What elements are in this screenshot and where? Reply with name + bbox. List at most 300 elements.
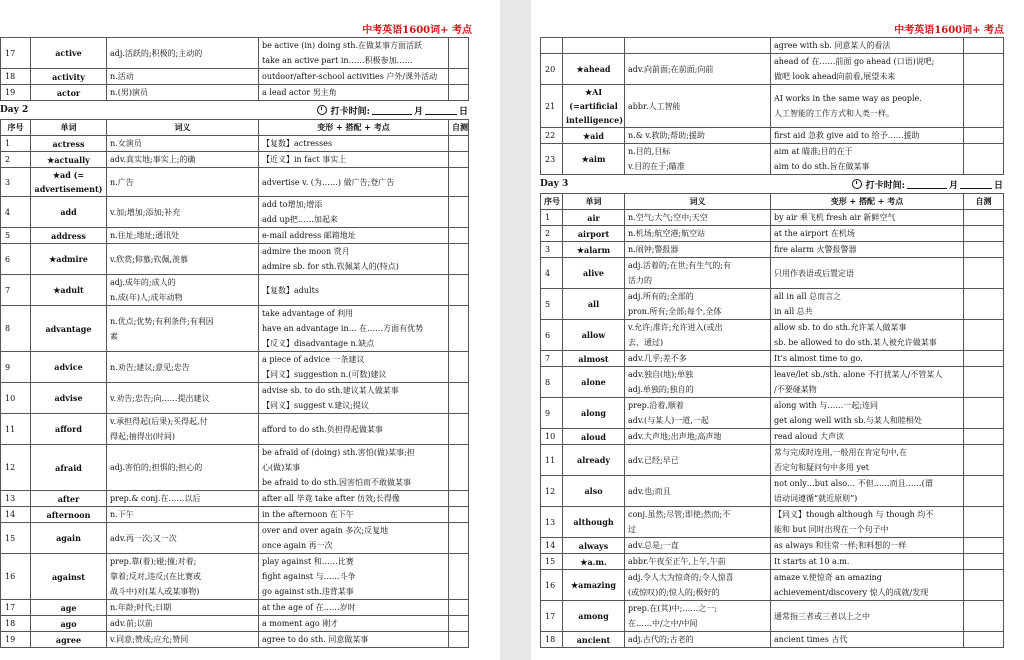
table-row bbox=[541, 632, 1004, 648]
usage-cell bbox=[771, 476, 964, 507]
word-cell: actress bbox=[31, 136, 107, 152]
usage-cell bbox=[259, 69, 449, 85]
table-row bbox=[1, 600, 469, 616]
word-cell: afford bbox=[31, 414, 107, 445]
row-number: 12 bbox=[1, 445, 31, 491]
self-test-cell[interactable] bbox=[449, 85, 469, 101]
usage-cell bbox=[259, 414, 449, 445]
table-row bbox=[1, 69, 469, 85]
table-row bbox=[1, 352, 469, 383]
usage-line: a lead actor 男主角 bbox=[262, 88, 337, 97]
word-cell: among bbox=[563, 601, 625, 632]
usage-cell bbox=[771, 538, 964, 554]
meaning-line: prep.在(其)中;……之一; bbox=[628, 604, 717, 613]
usage-line: once again 再一次 bbox=[262, 541, 333, 550]
meaning-cell bbox=[107, 69, 259, 85]
usage-line: 常与完成时连用,一般用在肯定句中,在 bbox=[774, 448, 908, 457]
usage-cell bbox=[771, 398, 964, 429]
meaning-cell bbox=[107, 414, 259, 445]
self-test-cell[interactable] bbox=[449, 491, 469, 507]
meaning-line: n.机场;航空港;航空站 bbox=[628, 229, 706, 238]
word-cell: ★adult bbox=[31, 275, 107, 306]
meaning-cell bbox=[107, 491, 259, 507]
row-number: 22 bbox=[541, 128, 563, 144]
meaning-line: n.成(年)人;成年动物 bbox=[110, 293, 183, 302]
word-cell: actor bbox=[31, 85, 107, 101]
word-cell: already bbox=[563, 445, 625, 476]
meaning-cell bbox=[107, 85, 259, 101]
self-test-cell[interactable] bbox=[449, 197, 469, 228]
meaning-line: n.优点;优势;有利条件;有利因 bbox=[110, 316, 214, 326]
self-test-cell[interactable] bbox=[964, 367, 1004, 398]
self-test-cell[interactable] bbox=[964, 601, 1004, 632]
meaning-line: 靠着;反对,违反;(在比赛或 bbox=[110, 572, 202, 581]
meaning-line: prep.& conj.在……以后 bbox=[110, 494, 201, 503]
row-number: 2 bbox=[541, 226, 563, 242]
self-test-cell[interactable] bbox=[964, 476, 1004, 507]
row-number: 1 bbox=[1, 136, 31, 152]
table-row bbox=[541, 538, 1004, 554]
word-cell: agree bbox=[31, 632, 107, 648]
usage-line: in the afternoon 在下午 bbox=[262, 510, 354, 519]
column-header: 序号 bbox=[541, 194, 563, 210]
meaning-cell bbox=[625, 320, 771, 351]
usage-line: 【同义】suggestion n.(可数)建议 bbox=[262, 370, 387, 379]
usage-cell bbox=[259, 168, 449, 197]
row-number: 20 bbox=[541, 54, 563, 85]
self-test-cell[interactable] bbox=[449, 152, 469, 168]
table-right-day3 bbox=[540, 193, 1004, 648]
self-test-cell[interactable] bbox=[449, 69, 469, 85]
checkin-day: 日 bbox=[458, 106, 468, 117]
self-test-cell[interactable] bbox=[964, 429, 1004, 445]
usage-line: 只用作表语或后置定语 bbox=[774, 268, 854, 278]
table-row bbox=[541, 320, 1004, 351]
usage-cell bbox=[259, 275, 449, 306]
row-number: 5 bbox=[1, 228, 31, 244]
usage-line: add up把……加起来 bbox=[262, 215, 338, 224]
table-row bbox=[1, 632, 469, 648]
self-test-cell[interactable] bbox=[964, 445, 1004, 476]
day3-label: Day 3 bbox=[540, 179, 569, 189]
word-cell: along bbox=[563, 398, 625, 429]
day2-checkin bbox=[317, 104, 468, 117]
usage-line: leave/let sb./sth. alone 不打扰某人/不管某人 bbox=[774, 370, 943, 379]
usage-line: 通常指三者或三者以上之中 bbox=[774, 611, 870, 621]
self-test-cell[interactable] bbox=[964, 210, 1004, 226]
meaning-line: n.目的,目标 bbox=[628, 147, 671, 156]
self-test-cell[interactable] bbox=[964, 144, 1004, 175]
meaning-cell bbox=[625, 242, 771, 258]
self-test-cell[interactable] bbox=[964, 38, 1004, 54]
usage-cell bbox=[771, 320, 964, 351]
self-test-cell[interactable] bbox=[964, 320, 1004, 351]
meaning-cell bbox=[625, 258, 771, 289]
usage-line: afford to do sth.负担得起做某事 bbox=[262, 424, 383, 434]
table-row bbox=[1, 554, 469, 600]
self-test-cell[interactable] bbox=[964, 85, 1004, 128]
word-cell: against bbox=[31, 554, 107, 600]
usage-line: be afraid to do sth.因害怕而不敢做某事 bbox=[262, 478, 412, 487]
usage-line: at the age of 在……岁时 bbox=[262, 603, 356, 612]
meaning-cell bbox=[107, 352, 259, 383]
meaning-cell bbox=[625, 128, 771, 144]
word-cell: air bbox=[563, 210, 625, 226]
self-test-cell[interactable] bbox=[449, 228, 469, 244]
meaning-line: 素 bbox=[110, 331, 118, 341]
usage-line: 否定句和疑问句中多用 yet bbox=[774, 463, 870, 472]
day-blank[interactable] bbox=[425, 105, 457, 115]
meaning-cell bbox=[107, 228, 259, 244]
usage-line: 做吧 look ahead向前看,展望未来 bbox=[774, 72, 896, 81]
page-left-content bbox=[0, 37, 468, 648]
self-test-cell[interactable] bbox=[449, 38, 469, 69]
word-cell: address bbox=[31, 228, 107, 244]
usage-line: 【反义】disadvantage n.缺点 bbox=[262, 339, 375, 348]
self-test-cell[interactable] bbox=[449, 507, 469, 523]
table-row bbox=[541, 144, 1004, 175]
header-title-right: 中考英语1600词+ 考点 bbox=[894, 25, 1004, 36]
usage-cell bbox=[771, 445, 964, 476]
word-cell: ★ad (= advertisement) bbox=[31, 168, 107, 197]
usage-cell bbox=[771, 258, 964, 289]
self-test-cell[interactable] bbox=[449, 632, 469, 648]
usage-cell bbox=[259, 352, 449, 383]
usage-cell bbox=[771, 289, 964, 320]
meaning-line: 得起;抽得出(时间) bbox=[110, 432, 175, 441]
usage-line: /不要碰某物 bbox=[774, 385, 817, 394]
meaning-line: prep.靠(着);碰;撞;对着; bbox=[110, 557, 197, 566]
table-row bbox=[541, 554, 1004, 570]
table-row bbox=[541, 445, 1004, 476]
meaning-line: (或惊叹)的;惊人的;极好的 bbox=[628, 588, 720, 597]
self-test-cell[interactable] bbox=[449, 275, 469, 306]
row-number: 18 bbox=[1, 616, 31, 632]
self-test-cell[interactable] bbox=[449, 523, 469, 554]
table-row bbox=[1, 38, 469, 69]
row-number: 14 bbox=[541, 538, 563, 554]
meaning-line: n.& v.救助;帮助;援助 bbox=[628, 131, 705, 140]
usage-cell bbox=[259, 306, 449, 352]
row-number: 19 bbox=[1, 632, 31, 648]
table-row bbox=[541, 367, 1004, 398]
usage-line: admire sb. for sth.钦佩某人的(特点) bbox=[262, 262, 399, 271]
meaning-cell bbox=[107, 600, 259, 616]
meaning-cell bbox=[107, 616, 259, 632]
self-test-cell[interactable] bbox=[449, 600, 469, 616]
usage-cell bbox=[771, 367, 964, 398]
usage-line: play against 和……比赛 bbox=[262, 557, 354, 566]
meaning-cell bbox=[107, 136, 259, 152]
self-test-cell[interactable] bbox=[449, 616, 469, 632]
usage-line: 语动词遵循“就近原则”) bbox=[774, 494, 858, 503]
usage-line: have an advantage in… 在……方面有优势 bbox=[262, 324, 424, 333]
usage-cell bbox=[771, 54, 964, 85]
meaning-line: v.目的在于;瞄准 bbox=[628, 162, 685, 171]
row-number: 10 bbox=[1, 383, 31, 414]
usage-line: fight against 与……斗争 bbox=[262, 572, 356, 581]
meaning-line: 过 bbox=[628, 525, 636, 534]
row-number: 7 bbox=[1, 275, 31, 306]
table-row bbox=[1, 445, 469, 491]
meaning-line: conj.虽然;尽管;即使;然而;不 bbox=[628, 510, 731, 519]
row-number: 2 bbox=[1, 152, 31, 168]
usage-line: get along well with sb.与某人和睦相处 bbox=[774, 416, 922, 425]
meaning-cell bbox=[625, 601, 771, 632]
word-cell: allow bbox=[563, 320, 625, 351]
usage-line: 人工智能的工作方式和人类一样。 bbox=[774, 109, 894, 118]
clock-icon bbox=[317, 105, 327, 115]
self-test-cell[interactable] bbox=[964, 398, 1004, 429]
meaning-cell bbox=[625, 445, 771, 476]
word-cell: ★aim bbox=[563, 144, 625, 175]
word-cell: activity bbox=[31, 69, 107, 85]
header-title: 中考英语1600词+ 考点 bbox=[362, 25, 472, 36]
table-row bbox=[1, 228, 469, 244]
meaning-line: v.承担得起(后果);买得起,付 bbox=[110, 417, 208, 426]
self-test-cell[interactable] bbox=[449, 445, 469, 491]
self-test-cell[interactable] bbox=[964, 538, 1004, 554]
usage-cell bbox=[771, 38, 964, 54]
self-test-cell[interactable] bbox=[964, 258, 1004, 289]
column-header: 变形 + 搭配 + 考点 bbox=[259, 120, 449, 136]
self-test-cell[interactable] bbox=[964, 128, 1004, 144]
table-row bbox=[541, 226, 1004, 242]
row-number: 13 bbox=[541, 507, 563, 538]
meaning-line: 活力的 bbox=[628, 276, 652, 285]
column-header: 变形 + 搭配 + 考点 bbox=[771, 194, 964, 210]
self-test-cell[interactable] bbox=[964, 289, 1004, 320]
usage-line: at the airport 在机场 bbox=[774, 229, 855, 238]
meaning-cell bbox=[625, 367, 771, 398]
self-test-cell[interactable] bbox=[964, 507, 1004, 538]
day2-bar bbox=[0, 101, 468, 119]
usage-line: ancient times 古代 bbox=[774, 635, 848, 644]
meaning-line: adj.单独的;独自的 bbox=[628, 385, 694, 394]
usage-line: It’s almost time to go. bbox=[774, 354, 863, 363]
usage-line: 【同义】though although 与 though 均不 bbox=[774, 510, 934, 519]
meaning-line: adj.古代的;古老的 bbox=[628, 635, 694, 644]
word-cell: ★aid bbox=[563, 128, 625, 144]
word-cell: ★amazing bbox=[563, 570, 625, 601]
row-number: 18 bbox=[541, 632, 563, 648]
row-number: 18 bbox=[1, 69, 31, 85]
usage-line: be active (in) doing sth.在做某事方面活跃 bbox=[262, 41, 423, 50]
meaning-line: adv.总是;一直 bbox=[628, 541, 679, 550]
self-test-cell[interactable] bbox=[964, 242, 1004, 258]
meaning-line: adj.害怕的;担惧的;担心的 bbox=[110, 463, 203, 472]
table-row bbox=[1, 244, 469, 275]
usage-cell bbox=[771, 507, 964, 538]
checkin-label: 打卡时间: bbox=[330, 106, 370, 117]
self-test-cell[interactable] bbox=[964, 351, 1004, 367]
meaning-line: n.(男)演员 bbox=[110, 88, 148, 97]
row-number: 9 bbox=[1, 352, 31, 383]
meaning-line: n.住址;地址;通讯处 bbox=[110, 231, 180, 240]
row-number: 12 bbox=[541, 476, 563, 507]
usage-line: all in all 总而言之 bbox=[774, 292, 842, 301]
usage-cell bbox=[771, 632, 964, 648]
row-number: 5 bbox=[541, 289, 563, 320]
row-number: 11 bbox=[1, 414, 31, 445]
meaning-cell bbox=[625, 570, 771, 601]
usage-line: a moment ago 刚才 bbox=[262, 619, 339, 628]
table-row bbox=[541, 351, 1004, 367]
meaning-cell bbox=[625, 429, 771, 445]
usage-cell bbox=[259, 445, 449, 491]
meaning-line: v.允许;准许;允许进入(或出 bbox=[628, 323, 723, 332]
month-blank[interactable] bbox=[907, 179, 947, 189]
usage-line: add to增加;增添 bbox=[262, 200, 323, 209]
meaning-line: adj.活跃的;积极的;主动的 bbox=[110, 48, 203, 58]
meaning-line: n.空气;大气;空中;天空 bbox=[628, 213, 708, 222]
self-test-cell[interactable] bbox=[964, 226, 1004, 242]
usage-cell bbox=[259, 383, 449, 414]
table-row bbox=[1, 136, 469, 152]
self-test-cell[interactable] bbox=[449, 414, 469, 445]
usage-line: sb. be allowed to do sth.某人被允许做某事 bbox=[774, 338, 937, 347]
self-test-cell[interactable] bbox=[449, 352, 469, 383]
self-test-cell[interactable] bbox=[964, 54, 1004, 85]
row-number: 17 bbox=[541, 601, 563, 632]
meaning-cell bbox=[107, 38, 259, 69]
row-number: 23 bbox=[541, 144, 563, 175]
meaning-line: adv.已经;早已 bbox=[628, 455, 679, 465]
row-number: 21 bbox=[541, 85, 563, 128]
usage-cell bbox=[259, 507, 449, 523]
table-left-day2 bbox=[0, 119, 469, 648]
word-cell: advise bbox=[31, 383, 107, 414]
row-number: 17 bbox=[1, 600, 31, 616]
table-row bbox=[541, 570, 1004, 601]
usage-line: agree to do sth. 同意做某事 bbox=[262, 635, 369, 644]
word-cell: always bbox=[563, 538, 625, 554]
word-cell: active bbox=[31, 38, 107, 69]
page-left bbox=[0, 0, 500, 660]
meaning-line: adv.独自(地);单独 bbox=[628, 370, 693, 379]
row-number: 15 bbox=[1, 523, 31, 554]
day3-checkin bbox=[852, 178, 1003, 191]
meaning-line: adv.大声地;出声地;高声地 bbox=[628, 432, 722, 441]
word-cell: advantage bbox=[31, 306, 107, 352]
self-test-cell[interactable] bbox=[449, 554, 469, 600]
usage-cell bbox=[771, 85, 964, 128]
usage-line: allow sb. to do sth.允许某人做某事 bbox=[774, 323, 907, 332]
meaning-line: adv.(与某人)一道,一起 bbox=[628, 416, 709, 425]
table-row bbox=[1, 306, 469, 352]
table-row bbox=[541, 507, 1004, 538]
table-row bbox=[541, 210, 1004, 226]
usage-cell bbox=[771, 429, 964, 445]
meaning-cell bbox=[107, 197, 259, 228]
row-number: 6 bbox=[1, 244, 31, 275]
usage-line: fire alarm 火警报警器 bbox=[774, 245, 857, 254]
row-number: 19 bbox=[1, 85, 31, 101]
usage-line: as always 和往常一样;和料想的一样 bbox=[774, 541, 907, 550]
month-blank[interactable] bbox=[372, 105, 412, 115]
meaning-cell bbox=[625, 538, 771, 554]
word-cell: ★alarm bbox=[563, 242, 625, 258]
meaning-line: n.闹钟;警报器 bbox=[628, 245, 679, 254]
self-test-cell[interactable] bbox=[449, 383, 469, 414]
meaning-line: 在……中/之中/中间 bbox=[628, 619, 698, 628]
word-cell: afternoon bbox=[31, 507, 107, 523]
row-number: 17 bbox=[1, 38, 31, 69]
column-header: 单词 bbox=[31, 120, 107, 136]
row-number: 14 bbox=[1, 507, 31, 523]
usage-cell bbox=[771, 570, 964, 601]
word-cell: add bbox=[31, 197, 107, 228]
meaning-cell bbox=[625, 398, 771, 429]
usage-line: amaze v.使惊奇 an amazing bbox=[774, 573, 882, 582]
self-test-cell[interactable] bbox=[449, 168, 469, 197]
word-cell: alone bbox=[563, 367, 625, 398]
meaning-line: 战斗中)对(某人或某事物) bbox=[110, 587, 200, 596]
table-row bbox=[541, 601, 1004, 632]
word-cell: again bbox=[31, 523, 107, 554]
meaning-cell bbox=[625, 476, 771, 507]
meaning-cell bbox=[625, 289, 771, 320]
row-number: 3 bbox=[1, 168, 31, 197]
self-test-cell[interactable] bbox=[964, 570, 1004, 601]
meaning-line: n.女演员 bbox=[110, 139, 142, 148]
usage-line: 【复数】adults bbox=[262, 285, 319, 295]
usage-line: a piece of advice 一条建议 bbox=[262, 355, 365, 364]
usage-cell bbox=[771, 242, 964, 258]
row-number: 11 bbox=[541, 445, 563, 476]
word-cell: almost bbox=[563, 351, 625, 367]
meaning-cell bbox=[107, 523, 259, 554]
checkin-day: 日 bbox=[993, 180, 1003, 191]
usage-cell bbox=[259, 152, 449, 168]
usage-line: take advantage of 利用 bbox=[262, 309, 354, 318]
usage-cell bbox=[259, 85, 449, 101]
usage-line: admire the moon 赏月 bbox=[262, 247, 350, 256]
usage-line: over and over again 多次;反复地 bbox=[262, 526, 389, 535]
table-row bbox=[541, 128, 1004, 144]
table-row bbox=[541, 289, 1004, 320]
table-row bbox=[541, 476, 1004, 507]
day-blank[interactable] bbox=[960, 179, 992, 189]
row-number bbox=[541, 38, 563, 54]
meaning-cell bbox=[107, 168, 259, 197]
row-number: 16 bbox=[1, 554, 31, 600]
word-cell: aloud bbox=[563, 429, 625, 445]
meaning-cell bbox=[625, 554, 771, 570]
table-row bbox=[1, 168, 469, 197]
usage-line: 心(做)某事 bbox=[262, 463, 301, 472]
self-test-cell[interactable] bbox=[449, 244, 469, 275]
usage-line: in all 总共 bbox=[774, 307, 813, 316]
self-test-cell[interactable] bbox=[449, 136, 469, 152]
word-cell: airport bbox=[563, 226, 625, 242]
self-test-cell[interactable] bbox=[964, 632, 1004, 648]
usage-cell bbox=[771, 210, 964, 226]
self-test-cell[interactable] bbox=[449, 306, 469, 352]
usage-line: after all 毕竟 take after 仿效;长得像 bbox=[262, 494, 400, 503]
word-cell: age bbox=[31, 600, 107, 616]
column-header: 自测 bbox=[449, 120, 469, 136]
usage-line: 【复数】actresses bbox=[262, 139, 333, 148]
usage-cell bbox=[771, 144, 964, 175]
word-cell: ★admire bbox=[31, 244, 107, 275]
row-number: 15 bbox=[541, 554, 563, 570]
usage-line: outdoor/after-school activities 户外/课外活动 bbox=[262, 72, 438, 81]
meaning-cell bbox=[107, 445, 259, 491]
usage-line: advertise v. (为……) 做广告;登广告 bbox=[262, 177, 395, 187]
meaning-line: v.同意;赞成;应允;赞同 bbox=[110, 635, 189, 644]
self-test-cell[interactable] bbox=[964, 554, 1004, 570]
